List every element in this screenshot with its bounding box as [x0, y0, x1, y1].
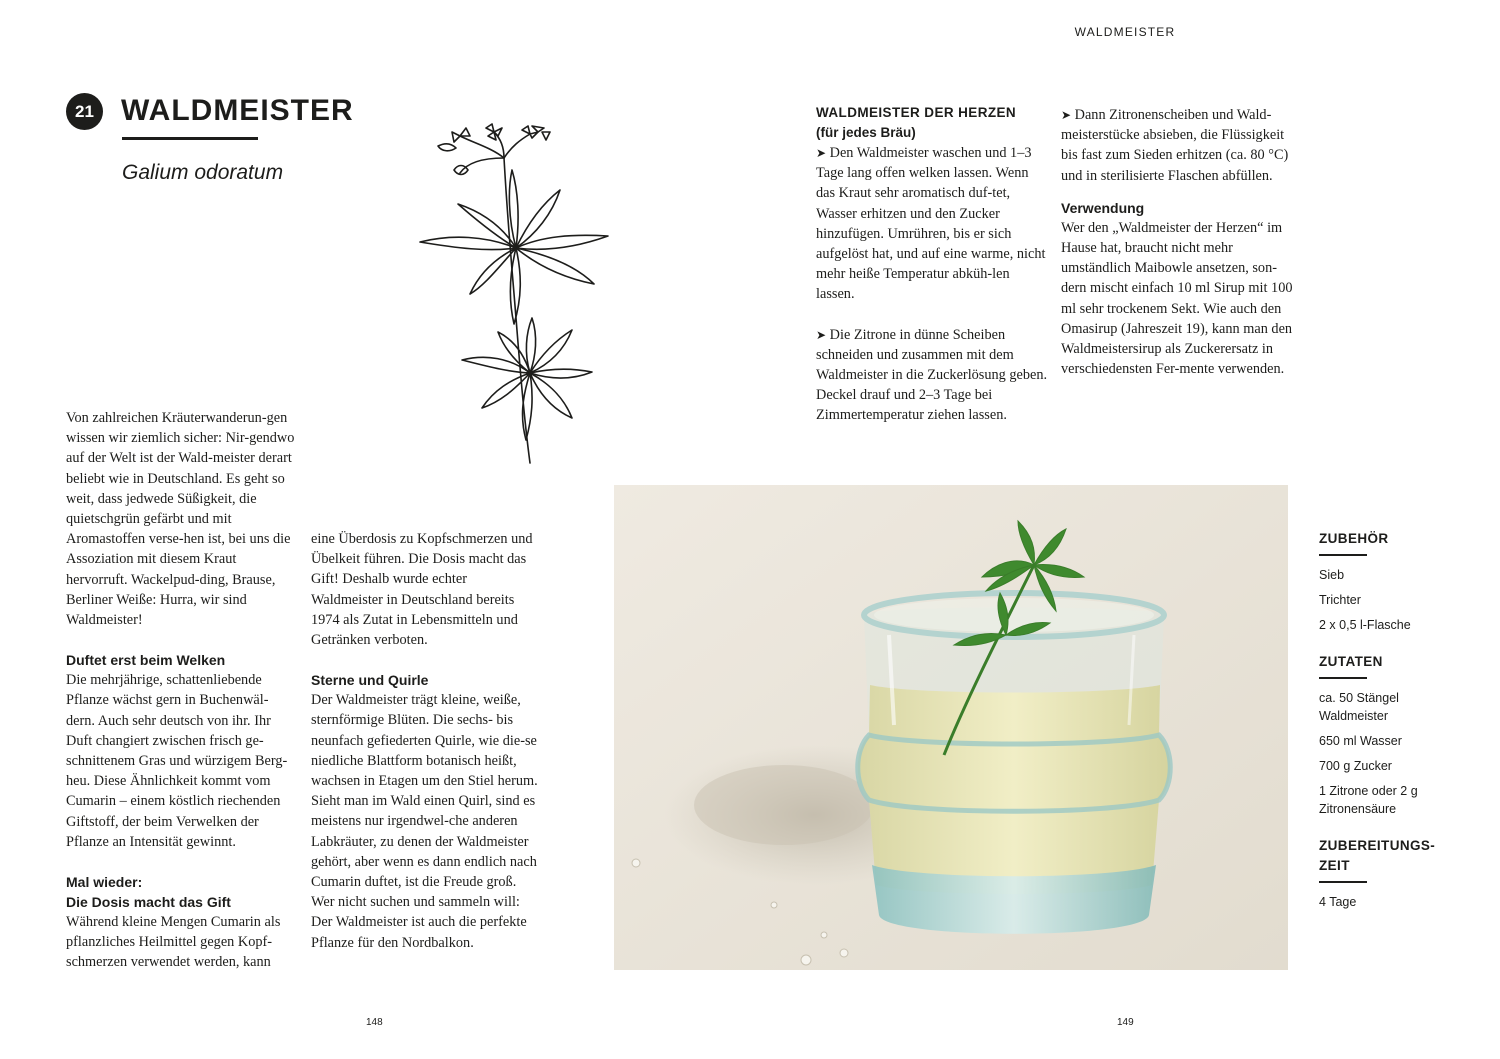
zubehoer-item: Trichter	[1319, 593, 1361, 607]
paragraph-verwendung: Wer den „Waldmeister der Herzen“ im Hause hat, braucht nicht mehr umständlich Maibowle ansetzen, son-dern mischt einfach 10 ml Sirup mit 100 ml sehr trockenem Sekt. Wie auch den Omasirup (Jahreszeit 19), kann man den Waldmeistersirup als Zuckerersatz in verschiedensten Fer-mente verwenden.	[1061, 219, 1293, 378]
zeit-item: 4 Tage	[1319, 895, 1357, 909]
zutat-item: 1 Zitrone oder 2 g Zitronensäure	[1319, 784, 1418, 816]
heading-dosis: Die Dosis macht das Gift	[66, 894, 231, 911]
zeit-heading-line2: ZEIT	[1319, 858, 1350, 873]
paragraph-ueberdosis: eine Überdosis zu Kopfschmerzen und Übelkeit führen. Die Dosis macht das Gift! Deshalb wurde echter Waldmeister in Deutschland bereits 1974 als Zutat in Lebensmitteln und Getränken verboten.	[311, 531, 533, 649]
title-underline	[122, 137, 258, 140]
zutat-item: 650 ml Wasser	[1319, 734, 1402, 748]
glass-photo	[614, 485, 1288, 970]
arrow-icon: ➤	[816, 146, 827, 160]
heading-verwendung: Verwendung	[1061, 199, 1145, 216]
text-column-2	[311, 529, 539, 953]
latin-name: Galium odoratum	[122, 161, 284, 184]
zeit-block	[1319, 836, 1479, 911]
recipe-column-2	[1061, 105, 1293, 379]
recipe-subtitle: (für jedes Bräu)	[816, 125, 916, 140]
glass-with-woodruff-image	[614, 485, 1288, 970]
running-head: WALDMEISTER	[1074, 25, 1176, 39]
zutaten-block	[1319, 652, 1479, 818]
zubehoer-item: 2 x 0,5 l-Flasche	[1319, 618, 1411, 632]
recipe-step-1: ➤ Den Waldmeister waschen und 1–3 Tage lang offen welken lassen. Wenn das Kraut sehr aromatisch duf-tet, Wasser erhitzen und den Zucker hinzufügen. Umrühren, bis er sich aufgelöst hat, und auf eine warme, nicht mehr heiße Temperatur abküh-len lassen.	[816, 145, 1046, 303]
chapter-title: WALDMEISTER	[121, 94, 354, 127]
woodruff-illustration	[412, 118, 622, 470]
zutat-item: 700 g Zucker	[1319, 759, 1392, 773]
arrow-icon: ➤	[1061, 108, 1072, 122]
zutat-item: ca. 50 Stängel Waldmeister	[1319, 691, 1399, 723]
zutaten-heading: ZUTATEN	[1319, 654, 1383, 669]
paragraph-sterne: Der Waldmeister trägt kleine, weiße, sternförmige Blüten. Die sechs- bis neunfach gefiederten Quirle, wie die-se niedliche Blattform botanisch heißt, wachsen in Etagen um den Stiel herum. Sieht man im Wald einen Quirl, sind es meistens nur irgendwel-che anderen Labkräuter, zu denen der Waldmeister gehört, aber wenn es dann endlich nach Cumarin duftet, ist die Freude groß. Wer nicht suchen und sammeln will: Der Waldmeister ist auch die perfekte Pflanze für den Nordbalkon.	[311, 692, 538, 951]
zeit-heading-line1: ZUBEREITUNGS-	[1319, 838, 1436, 853]
heading-sterne: Sterne und Quirle	[311, 672, 429, 689]
text-column-1	[66, 408, 296, 973]
paragraph-dosis: Während kleine Mengen Cumarin als pflanzliches Heilmittel gegen Kopf-schmerzen verwendet werden, kann	[66, 914, 281, 971]
recipe-column-1	[816, 103, 1048, 426]
heading-mal-wieder: Mal wieder:	[66, 874, 143, 891]
paragraph-duftet: Die mehrjährige, schattenliebende Pflanze wächst gern in Buchenwäl-dern. Auch sehr deutsch von ihr. Ihr Duft changiert zwischen frisch ge-schnittenem Gras und würzigem Berg-heu. Diese Ähnlichkeit kommt vom Cumarin – einem köstlich riechenden Giftstoff, der beim Verwelken der Pflanze an Intensität gewinnt.	[66, 672, 288, 850]
arrow-icon: ➤	[816, 327, 827, 342]
page-number-right: 149	[1117, 1017, 1134, 1028]
zubehoer-rule	[1319, 554, 1367, 556]
recipe-title: WALDMEISTER DER HERZEN	[816, 105, 1017, 120]
chapter-number-badge: 21	[66, 93, 103, 130]
zubehoer-block	[1319, 529, 1479, 634]
recipe-step-2: ➤ Die Zitrone in dünne Scheiben schneiden und zusammen mit dem Waldmeister in die Zuckerlösung geben. Deckel drauf und 2–3 Tage bei Zimmertemperatur ziehen lassen.	[816, 326, 1048, 424]
recipe-sidebar	[1319, 529, 1479, 929]
zeit-rule	[1319, 881, 1367, 883]
heading-duftet: Duftet erst beim Welken	[66, 652, 226, 669]
zubehoer-item: Sieb	[1319, 568, 1345, 582]
page-number-left: 148	[366, 1017, 383, 1028]
zubehoer-heading: ZUBEHÖR	[1319, 531, 1389, 546]
zutaten-rule	[1319, 677, 1367, 679]
intro-paragraph: Von zahlreichen Kräuterwanderun-gen wissen wir ziemlich sicher: Nir-gendwo auf der Welt ist der Wald-meister derart beliebt wie in Deutschland. Es geht so weit, dass jedwede Süßigkeit, die quietschgrün gefärbt und mit Aromastoffen verse-hen ist, bei uns die Assoziation mit diesem Kraut hervorruft. Wackelpud-ding, Brause, Berliner Weiße: Hurra, wir sind Waldmeister!	[66, 410, 295, 629]
recipe-step-3: ➤ Dann Zitronenscheiben und Wald-meisterstücke absieben, die Flüssigkeit bis fast zum Sieden erhitzen (ca. 80 °C) und in sterilisierte Flaschen abfüllen.	[1061, 107, 1289, 184]
